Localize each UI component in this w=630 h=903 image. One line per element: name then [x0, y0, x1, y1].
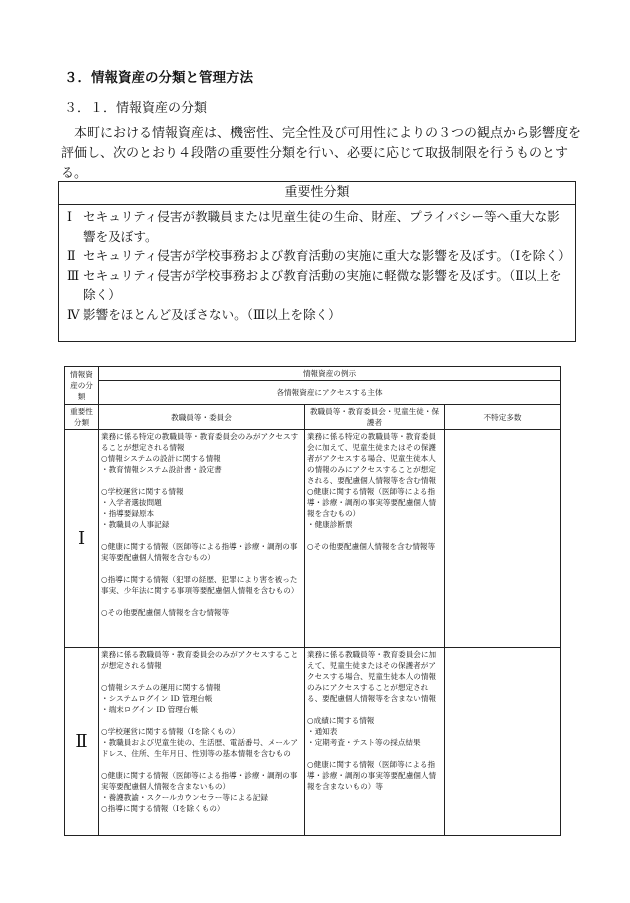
classification-level: [67, 266, 569, 305]
classification-box: [58, 181, 576, 342]
cell-line: 業務に係る特定の教職員等・教育委員会に加えて、児童生徒またはその保護者がアクセスする場合、児童生徒本人の情報のみにアクセスすることが想定される、要配慮個人情報等を含む情報: [307, 432, 437, 485]
cell-line: ○健康に関する情報（医師等による指導・診療・調剤の事実等要配慮個人情報を含まないもの）等: [307, 760, 437, 791]
cell-line: [101, 596, 302, 607]
level-number: Ⅳ: [67, 306, 80, 322]
cell-level2-staff-students: [305, 648, 445, 836]
corner-header-bottom: 重要性分類: [65, 405, 99, 430]
cell-level1-staff-students: [305, 430, 445, 648]
level-text: 影響をほとんど及ぼさない。（Ⅲ以上を除く）: [83, 306, 341, 322]
cell-line: ・健康診断票: [307, 520, 353, 529]
asset-examples-table: [64, 366, 561, 836]
corner-header-top: 情報資産の分類: [65, 367, 99, 405]
cell-line: [101, 715, 302, 726]
cell-line: 業務に係る教職員等・教育委員会に加えて、児童生徒またはその保護者がアクセスする場合、児童生徒本人の情報のみにアクセスすることが想定される、要配慮個人情報等を含まない情報: [307, 650, 437, 703]
cell-line: ・教職員の人事記録: [101, 520, 170, 529]
cell-line: ・養護教諭・スクールカウンセラー等による記録: [101, 793, 268, 802]
intro-paragraph: 本町における情報資産は、機密性、完全性及び可用性によりの３つの観点から影響度を評価し、次のとおり４段階の重要性分類を行い、必要に応じて取扱制限を行うものとする。: [61, 126, 582, 181]
cell-level2-staff: [99, 648, 305, 836]
cell-line: ○学校運営に関する情報: [101, 487, 184, 496]
cell-line: [101, 475, 302, 486]
cell-line: ○健康に関する情報（医師等による指導・診療・調剤の事実等要配慮個人情報を含まないもの）: [101, 771, 298, 791]
cell-line: 業務に係る教職員等・教育委員会のみがアクセスすることが想定される情報: [101, 650, 299, 670]
cell-line: ○学校運営に関する情報（Ⅰを除くもの）: [101, 727, 240, 736]
cell-line: ・端末ログイン ID 管理台帳: [101, 705, 199, 714]
row-level-1: Ⅰ: [65, 430, 99, 648]
cell-line: ・通知表: [307, 727, 338, 736]
level-number: Ⅲ: [67, 267, 80, 283]
cell-level1-public: [445, 430, 561, 648]
classification-level: [67, 207, 569, 246]
level-text: セキュリティ侵害が学校事務および教育活動の実施に軽微な影響を及ぼす。（Ⅱ以上を除く）: [83, 267, 562, 303]
cell-line: ○成績に関する情報: [307, 716, 375, 725]
classification-level: [67, 305, 569, 325]
cell-line: ・指導要録原本: [101, 509, 155, 518]
level-number: Ⅱ: [67, 248, 76, 264]
cell-line: ○その他要配慮個人情報を含む情報等: [307, 542, 436, 551]
cell-line: [101, 530, 302, 541]
cell-line: ・教職員および児童生徒の、生活歴、電話番号、メールアドレス、住所、生年月日、性別等の基本情報を含むもの: [101, 738, 298, 758]
cell-line: [307, 530, 442, 541]
col-header-staff-students: 教職員等・教育委員会・児童生徒・保護者: [305, 405, 445, 430]
cell-line: [101, 563, 302, 574]
cell-line: [307, 748, 442, 759]
cell-line: ○健康に関する情報（医師等による指導・診療・調剤の事実等要配慮個人情報を含むもの）: [101, 542, 298, 562]
cell-line: ○情報システムの運用に関する情報: [101, 683, 221, 692]
level-number: Ⅰ: [67, 209, 72, 224]
classification-list: [59, 205, 575, 325]
row-level-2: Ⅱ: [65, 648, 99, 836]
cell-line: ○情報システムの設計に関する情報: [101, 454, 221, 463]
col-header-public: 不特定多数: [445, 405, 561, 430]
cell-line: ○健康に関する情報（医師等による指導・診療・調剤の事実等要配慮個人情報を含むもの）: [307, 487, 437, 518]
col-header-staff: 教職員等・委員会: [99, 405, 305, 430]
cell-line: ・教育情報システム設計書・設定書: [101, 465, 222, 474]
cell-line: ○その他要配慮個人情報を含む情報等: [101, 608, 230, 617]
level-text: セキュリティ侵害が教職員または児童生徒の生命、財産、プライバシー等へ重大な影響を及ぼす。: [83, 209, 560, 244]
cell-line: ・入学者選抜問題: [101, 498, 162, 507]
cell-level1-staff: [99, 430, 305, 648]
cell-line: [307, 704, 442, 715]
section-heading: ３．情報資産の分類と管理方法: [64, 70, 253, 86]
cell-line: ○指導に関する情報（Ⅰを除くもの）: [101, 804, 225, 813]
subsection-heading: ３．１．情報資産の分類: [64, 101, 208, 116]
cell-line: ・定期考査・テスト等の採点結果: [307, 738, 421, 747]
cell-line: ・システムログイン ID 管理台帳: [101, 694, 213, 703]
examples-header: 情報資産の例示: [99, 367, 561, 381]
classification-title: 重要性分類: [59, 182, 575, 205]
level-text: セキュリティ侵害が学校事務および教育活動の実施に重大な影響を及ぼす。（Ⅰを除く）: [83, 248, 571, 264]
classification-level: [67, 246, 569, 266]
cell-line: [101, 671, 302, 682]
access-header: 各情報資産にアクセスする主体: [99, 381, 561, 405]
cell-line: [101, 759, 302, 770]
cell-level2-public: [445, 648, 561, 836]
cell-line: 業務に係る特定の教職員等・教育委員会のみがアクセスすることが想定される情報: [101, 432, 299, 452]
cell-line: ○指導に関する情報（犯罪の経歴、犯罪により害を被った事実、少年法に関する事項等要配慮個人情報を含むもの）: [101, 575, 299, 595]
